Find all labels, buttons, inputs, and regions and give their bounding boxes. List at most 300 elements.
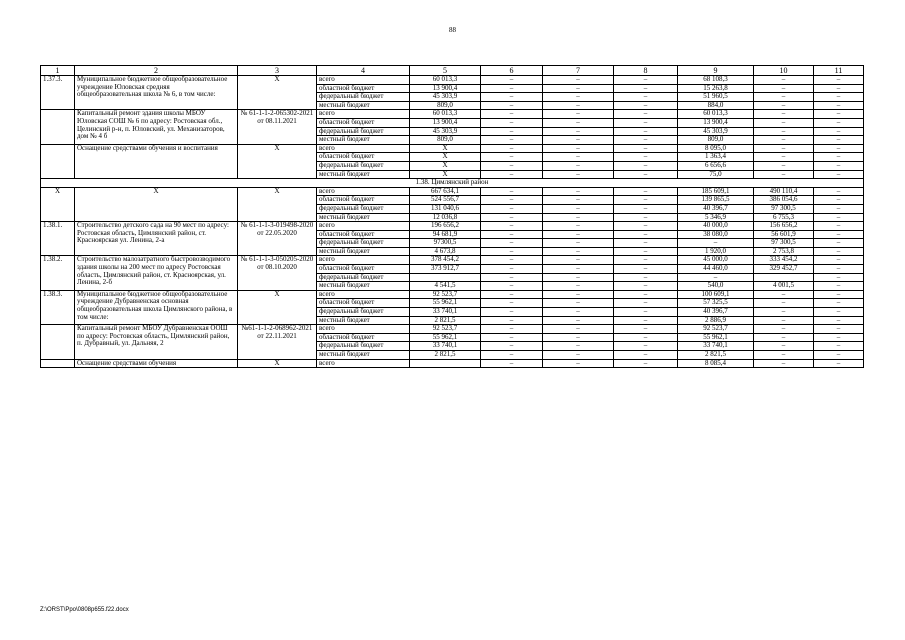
amount-cell: 809,0 (410, 101, 481, 110)
amount-cell: – (543, 290, 614, 299)
amount-cell: – (814, 93, 864, 102)
amount-cell: – (614, 265, 678, 274)
amount-cell: – (614, 153, 678, 162)
budget-source: федеральный бюджет (317, 93, 410, 102)
amount-cell: 809,0 (678, 136, 754, 145)
amount-cell: 45 303,9 (410, 127, 481, 136)
amount-cell: – (481, 299, 543, 308)
budget-source: всего (317, 187, 410, 196)
amount-cell: – (481, 187, 543, 196)
amount-cell: 75,0 (678, 170, 754, 179)
amount-cell: – (481, 265, 543, 274)
column-number: 4 (317, 66, 410, 76)
amount-cell: – (814, 325, 864, 334)
amount-cell: 38 080,0 (678, 230, 754, 239)
budget-source: областной бюджет (317, 153, 410, 162)
amount-cell: – (814, 213, 864, 222)
amount-cell: – (754, 76, 814, 85)
budget-source: федеральный бюджет (317, 127, 410, 136)
amount-cell: 33 740,1 (678, 342, 754, 351)
amount-cell: – (543, 144, 614, 153)
amount-cell: – (543, 308, 614, 317)
permit-document: № 61-1-1-3-050205-2020 от 08.10.2020 (238, 256, 317, 290)
amount-cell: – (614, 230, 678, 239)
amount-cell: X (410, 161, 481, 170)
amount-cell: – (543, 170, 614, 179)
amount-cell: – (543, 93, 614, 102)
amount-cell: – (543, 351, 614, 360)
amount-cell: – (614, 101, 678, 110)
amount-cell: – (614, 359, 678, 368)
amount-cell: – (543, 273, 614, 282)
amount-cell: – (754, 342, 814, 351)
amount-cell: – (481, 84, 543, 93)
amount-cell: 13 900,4 (678, 118, 754, 127)
amount-cell: – (814, 351, 864, 360)
amount-cell: – (754, 333, 814, 342)
amount-cell: – (814, 265, 864, 274)
amount-cell: 1 363,4 (678, 153, 754, 162)
amount-cell: – (614, 333, 678, 342)
amount-cell: – (614, 161, 678, 170)
amount-cell: – (481, 256, 543, 265)
amount-cell: 33 740,1 (410, 308, 481, 317)
permit-document: X (238, 144, 317, 178)
amount-cell: 45 000,0 (678, 256, 754, 265)
amount-cell: – (814, 84, 864, 93)
amount-cell: 51 960,5 (678, 93, 754, 102)
amount-cell: 373 912,7 (410, 265, 481, 274)
amount-cell: – (814, 230, 864, 239)
permit-document: № 61-1-1-2-065302-2021 от 08.11.2021 (238, 110, 317, 144)
amount-cell: 490 110,4 (754, 187, 814, 196)
table-row (41, 359, 864, 368)
item-number (41, 144, 75, 178)
header-row (41, 66, 864, 76)
amount-cell: 2 821,5 (678, 351, 754, 360)
amount-cell: – (543, 213, 614, 222)
item-number: 1.38.3. (41, 290, 75, 324)
item-number: 1.38.1. (41, 222, 75, 256)
amount-cell: – (814, 153, 864, 162)
budget-source: всего (317, 359, 410, 368)
budget-source: местный бюджет (317, 101, 410, 110)
item-name: Строительство детского сада на 90 мест по адресу: Ростовская область, Цимлянский район, ст. Красноярская ул. Ленина, 2-а (75, 222, 238, 256)
table-row (41, 290, 864, 299)
amount-cell: – (614, 76, 678, 85)
amount-cell: – (543, 84, 614, 93)
amount-cell: – (814, 359, 864, 368)
amount-cell: 15 263,8 (678, 84, 754, 93)
column-number: 11 (814, 66, 864, 76)
amount-cell: – (543, 76, 614, 85)
amount-cell: 4 541,5 (410, 282, 481, 291)
amount-cell: – (754, 359, 814, 368)
amount-cell: 156 656,2 (754, 222, 814, 231)
amount-cell: – (481, 222, 543, 231)
amount-cell: – (481, 290, 543, 299)
amount-cell: 386 054,6 (754, 196, 814, 205)
amount-cell: 97300,5 (410, 239, 481, 248)
amount-cell: 55 962,1 (410, 333, 481, 342)
item-number: 1.37.3. (41, 76, 75, 110)
budget-source: областной бюджет (317, 118, 410, 127)
amount-cell: 2 886,9 (678, 316, 754, 325)
amount-cell: – (614, 273, 678, 282)
amount-cell: 40 396,7 (678, 204, 754, 213)
amount-cell: – (814, 333, 864, 342)
amount-cell: – (814, 204, 864, 213)
budget-source: всего (317, 222, 410, 231)
amount-cell: – (814, 136, 864, 145)
amount-cell: 5 346,9 (678, 213, 754, 222)
amount-cell: – (481, 213, 543, 222)
amount-cell: – (481, 342, 543, 351)
amount-cell: – (814, 247, 864, 256)
permit-document: X (238, 187, 317, 221)
amount-cell: – (614, 325, 678, 334)
column-number: 1 (41, 66, 75, 76)
column-number: 3 (238, 66, 317, 76)
table-row (41, 110, 864, 119)
amount-cell: 667 634,1 (410, 187, 481, 196)
amount-cell: 40 000,0 (678, 222, 754, 231)
amount-cell: – (481, 308, 543, 317)
budget-source: местный бюджет (317, 170, 410, 179)
amount-cell: – (543, 342, 614, 351)
amount-cell: – (614, 196, 678, 205)
permit-document: № 61-1-1-3-019498-2020 от 22.05.2020 (238, 222, 317, 256)
amount-cell: X (410, 153, 481, 162)
item-number: X (41, 187, 75, 221)
amount-cell: – (814, 290, 864, 299)
amount-cell: – (481, 325, 543, 334)
amount-cell: – (614, 299, 678, 308)
amount-cell: – (754, 351, 814, 360)
item-number (41, 359, 75, 368)
amount-cell: 92 523,7 (678, 325, 754, 334)
amount-cell (410, 273, 481, 282)
amount-cell: 2 821,5 (410, 351, 481, 360)
budget-source: федеральный бюджет (317, 239, 410, 248)
amount-cell: – (614, 247, 678, 256)
amount-cell: – (754, 308, 814, 317)
budget-source: всего (317, 290, 410, 299)
amount-cell: 131 040,6 (410, 204, 481, 213)
amount-cell: – (481, 333, 543, 342)
amount-cell: 196 656,2 (410, 222, 481, 231)
amount-cell: – (481, 351, 543, 360)
amount-cell: – (543, 239, 614, 248)
budget-source: областной бюджет (317, 196, 410, 205)
amount-cell: – (543, 230, 614, 239)
amount-cell: 12 036,8 (410, 213, 481, 222)
amount-cell: – (543, 161, 614, 170)
amount-cell: – (754, 110, 814, 119)
amount-cell: 139 865,5 (678, 196, 754, 205)
amount-cell: 92 523,7 (410, 325, 481, 334)
budget-source: местный бюджет (317, 213, 410, 222)
budget-source: областной бюджет (317, 299, 410, 308)
amount-cell: – (814, 101, 864, 110)
amount-cell: – (543, 118, 614, 127)
amount-cell: 92 523,7 (410, 290, 481, 299)
amount-cell: – (481, 136, 543, 145)
amount-cell: 57 325,5 (678, 299, 754, 308)
table-row (41, 76, 864, 85)
item-number (41, 325, 75, 359)
table-row (41, 325, 864, 334)
amount-cell: – (754, 161, 814, 170)
amount-cell: – (614, 110, 678, 119)
amount-cell: 884,0 (678, 101, 754, 110)
amount-cell: – (754, 316, 814, 325)
amount-cell: – (481, 196, 543, 205)
amount-cell: – (614, 144, 678, 153)
amount-cell: – (543, 316, 614, 325)
amount-cell: – (754, 101, 814, 110)
amount-cell: 56 601,9 (754, 230, 814, 239)
amount-cell: – (543, 325, 614, 334)
amount-cell: – (614, 290, 678, 299)
amount-cell: 185 609,1 (678, 187, 754, 196)
amount-cell: – (481, 144, 543, 153)
amount-cell: 60 013,3 (678, 110, 754, 119)
column-number: 8 (614, 66, 678, 76)
column-number: 2 (75, 66, 238, 76)
amount-cell: – (614, 170, 678, 179)
column-number: 7 (543, 66, 614, 76)
table-row (41, 222, 864, 231)
amount-cell: – (614, 187, 678, 196)
budget-source: местный бюджет (317, 247, 410, 256)
amount-cell: – (814, 196, 864, 205)
amount-cell: – (543, 127, 614, 136)
amount-cell: 6 656,6 (678, 161, 754, 170)
table-row (41, 144, 864, 153)
budget-source: всего (317, 144, 410, 153)
amount-cell: – (814, 170, 864, 179)
budget-source: местный бюджет (317, 136, 410, 145)
amount-cell: – (614, 93, 678, 102)
amount-cell: – (814, 187, 864, 196)
amount-cell: – (614, 351, 678, 360)
item-name: Муниципальное бюджетное общеобразовательное учреждение Дубравненская основная общеобразовательная школа Цимлянского района, в том числе: (75, 290, 238, 324)
amount-cell: 55 962,1 (410, 299, 481, 308)
amount-cell: – (543, 153, 614, 162)
amount-cell: 68 108,3 (678, 76, 754, 85)
column-number: 9 (678, 66, 754, 76)
amount-cell: – (754, 144, 814, 153)
amount-cell: 378 454,2 (410, 256, 481, 265)
amount-cell: 97 300,5 (754, 204, 814, 213)
item-number: 1.38.2. (41, 256, 75, 290)
amount-cell: – (543, 136, 614, 145)
table-row (41, 256, 864, 265)
amount-cell: – (814, 342, 864, 351)
amount-cell (754, 273, 814, 282)
amount-cell: – (481, 110, 543, 119)
budget-table (40, 65, 864, 368)
amount-cell: – (481, 93, 543, 102)
budget-source: всего (317, 110, 410, 119)
amount-cell: – (614, 213, 678, 222)
amount-cell: 4 673,8 (410, 247, 481, 256)
amount-cell: – (754, 170, 814, 179)
budget-source: местный бюджет (317, 351, 410, 360)
amount-cell: – (754, 136, 814, 145)
budget-source: всего (317, 256, 410, 265)
amount-cell: – (543, 204, 614, 213)
amount-cell: – (814, 308, 864, 317)
amount-cell: – (481, 359, 543, 368)
budget-source: областной бюджет (317, 230, 410, 239)
amount-cell: – (543, 110, 614, 119)
amount-cell: – (814, 299, 864, 308)
amount-cell: – (481, 153, 543, 162)
permit-document: №61-1-1-2-068962-2021 от 22.11.2021 (238, 325, 317, 359)
amount-cell: – (481, 282, 543, 291)
amount-cell: – (543, 187, 614, 196)
amount-cell: – (754, 127, 814, 136)
amount-cell: 60 013,3 (410, 110, 481, 119)
budget-source: всего (317, 325, 410, 334)
item-number (41, 110, 75, 144)
budget-source: федеральный бюджет (317, 273, 410, 282)
amount-cell: 40 396,7 (678, 308, 754, 317)
amount-cell: – (814, 161, 864, 170)
section-row (41, 179, 864, 188)
item-name: Строительство малозатратного быстровозводимого здания школы на 200 мест по адресу Ростовская область, Цимлянский район, ст. Красноярская, ул. Ленина, 2-б (75, 256, 238, 290)
amount-cell: 8 085,4 (678, 359, 754, 368)
amount-cell: – (814, 144, 864, 153)
amount-cell: – (481, 316, 543, 325)
amount-cell: – (543, 265, 614, 274)
amount-cell: 6 755,3 (754, 213, 814, 222)
amount-cell: – (614, 342, 678, 351)
amount-cell: – (543, 247, 614, 256)
permit-document: X (238, 76, 317, 110)
permit-document: X (238, 359, 317, 368)
amount-cell: – (481, 273, 543, 282)
page-number: 88 (449, 26, 456, 34)
amount-cell (410, 359, 481, 368)
amount-cell: – (678, 273, 754, 282)
file-path-footer: Z:\ORST\Ppo\0808p655.f22.docx (40, 607, 129, 613)
amount-cell: – (481, 127, 543, 136)
amount-cell: – (814, 127, 864, 136)
amount-cell: – (614, 204, 678, 213)
budget-source: местный бюджет (317, 282, 410, 291)
budget-source: федеральный бюджет (317, 308, 410, 317)
amount-cell: – (754, 93, 814, 102)
budget-source: областной бюджет (317, 265, 410, 274)
amount-cell: – (614, 239, 678, 248)
amount-cell: – (543, 101, 614, 110)
budget-source: местный бюджет (317, 316, 410, 325)
amount-cell: 60 013,3 (410, 76, 481, 85)
amount-cell: X (410, 170, 481, 179)
column-number: 5 (410, 66, 481, 76)
amount-cell: 2 821,5 (410, 316, 481, 325)
amount-cell: – (543, 256, 614, 265)
amount-cell: – (814, 316, 864, 325)
amount-cell: – (678, 239, 754, 248)
amount-cell: – (754, 325, 814, 334)
budget-source: областной бюджет (317, 84, 410, 93)
amount-cell: – (481, 161, 543, 170)
amount-cell: – (614, 222, 678, 231)
amount-cell: 2 753,8 (754, 247, 814, 256)
amount-cell: 333 454,2 (754, 256, 814, 265)
amount-cell: – (814, 282, 864, 291)
budget-source: федеральный бюджет (317, 342, 410, 351)
item-name: Оснащение средствами обучения и воспитания (75, 144, 238, 178)
amount-cell: – (814, 110, 864, 119)
section-title: 1.38. Цимлянский район (41, 179, 864, 188)
amount-cell: 13 900,4 (410, 84, 481, 93)
amount-cell: 44 460,0 (678, 265, 754, 274)
amount-cell: – (614, 316, 678, 325)
amount-cell: – (814, 222, 864, 231)
amount-cell: – (754, 153, 814, 162)
amount-cell: 100 609,1 (678, 290, 754, 299)
amount-cell: – (614, 308, 678, 317)
amount-cell: 329 452,7 (754, 265, 814, 274)
amount-cell: 94 681,9 (410, 230, 481, 239)
amount-cell: – (543, 222, 614, 231)
item-name: Муниципальное бюджетное общеобразовательное учреждение Юловская средняя общеобразовательная школа № 6, в том числе: (75, 76, 238, 110)
amount-cell: – (543, 282, 614, 291)
amount-cell: – (543, 359, 614, 368)
column-number: 10 (754, 66, 814, 76)
amount-cell: – (481, 239, 543, 248)
amount-cell: – (481, 101, 543, 110)
amount-cell: – (614, 127, 678, 136)
amount-cell: – (754, 84, 814, 93)
amount-cell: 809,0 (410, 136, 481, 145)
item-name: Капитальный ремонт здания школы МБОУ Юловская СОШ № 6 по адресу: Ростовская обл., Целинский р-н, п. Юловский, ул. Механизаторов, дом № 4 б (75, 110, 238, 144)
amount-cell: X (410, 144, 481, 153)
amount-cell: – (481, 118, 543, 127)
amount-cell: – (754, 118, 814, 127)
amount-cell: – (614, 256, 678, 265)
amount-cell: – (754, 299, 814, 308)
amount-cell: 33 740,1 (410, 342, 481, 351)
amount-cell: – (543, 196, 614, 205)
amount-cell: – (814, 118, 864, 127)
item-name: X (75, 187, 238, 221)
amount-cell: 45 303,9 (410, 93, 481, 102)
budget-source: федеральный бюджет (317, 161, 410, 170)
amount-cell: 540,0 (678, 282, 754, 291)
amount-cell: 55 962,1 (678, 333, 754, 342)
amount-cell: 97 300,5 (754, 239, 814, 248)
amount-cell: – (614, 118, 678, 127)
budget-source: федеральный бюджет (317, 204, 410, 213)
amount-cell: – (481, 204, 543, 213)
amount-cell: 1 920,0 (678, 247, 754, 256)
budget-source: областной бюджет (317, 333, 410, 342)
amount-cell: – (814, 273, 864, 282)
amount-cell: 524 556,7 (410, 196, 481, 205)
amount-cell: – (614, 136, 678, 145)
amount-cell: 8 095,0 (678, 144, 754, 153)
amount-cell: – (543, 333, 614, 342)
amount-cell: – (614, 282, 678, 291)
amount-cell: – (614, 84, 678, 93)
amount-cell: 45 303,9 (678, 127, 754, 136)
